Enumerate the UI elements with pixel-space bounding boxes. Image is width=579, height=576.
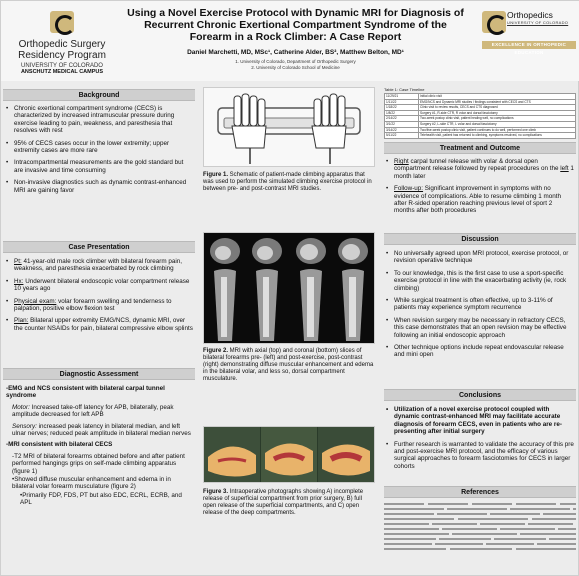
cu-logo-icon: [50, 11, 74, 33]
mri-line-2: •Showed diffuse muscular enhancement and edema in in bilateral volar forearm musculature (figure 2): [12, 476, 171, 491]
discussion-item: • While surgical treatment is often effective, up to 3-11% of patients may experience symptom recurrence: [386, 297, 574, 312]
mri-heading: -MRI consistent with bilateral CECS: [6, 441, 113, 449]
poster-authors: Daniel Marchetti, MD, MSc¹, Catherine Alder, BS², Matthew Belton, MD¹: [187, 49, 404, 56]
background-body: [6, 105, 194, 199]
discussion-item: • When revision surgery may be necessary in refractory CECS, this case demonstrates that an open revision may be effective following an initial endoscopic approach: [386, 317, 574, 339]
treatment-body: [386, 158, 574, 220]
timeline-event: Two-week postop clinic visit, patient healing well, no complications: [419, 116, 576, 122]
conclusions-body: [386, 406, 574, 475]
case-body: [6, 258, 194, 337]
conclusions-item: • Further research is warranted to validate the accuracy of this pre and post-exercise MRI protocol, and the efficacy of various surgical approaches to forearm fasciotomies for CECS in larger cohorts: [386, 441, 574, 471]
background-item: • 95% of CECS cases occur in the lower extremity; upper extremity cases are more rare: [6, 140, 194, 155]
treatment-item: • Right carpal tunnel release with volar & dorsal open compartment release followed by repeat procedures on the left 1 month later: [386, 158, 574, 180]
timeline-date: 5/11/22: [385, 133, 419, 139]
timeline-event: Initial clinic visit: [419, 94, 576, 100]
right-org-block: [507, 10, 568, 25]
timeline-date: 3/1/22: [385, 121, 419, 127]
background-heading: Background: [3, 89, 195, 101]
diagnostic-body: [6, 385, 194, 511]
timeline-event: Telehealth visit, patient has returned to climbing, symptoms resolved, no complications: [419, 133, 576, 139]
timeline-date: 1/11/22: [385, 99, 419, 105]
poster-header: [1, 1, 579, 81]
mri-line-1: -T2 MRI of bilateral forearms obtained before and after patient performed hangings grips on self-made climbing apparatus (figure 1): [12, 452, 185, 475]
background-item: • Intracompartmental measurements are the gold standard but are invasive and time consuming: [6, 159, 194, 174]
case-item: • Pt: 41-year-old male rock climber with bilateral forearm pain, weakness, and paresthesia exacerbated by rock climbing: [6, 258, 194, 273]
case-item: • Plan: Bilateral upper extremity EMG/NCS, dynamic MRI, over the counter NSAIDs for pain, bilateral compressive elbow splints: [6, 317, 194, 332]
timeline-date: 1/18/22: [385, 105, 419, 111]
discussion-item: • No universally agreed upon MRI protocol, exercise protocol, or revision operative technique: [386, 250, 574, 265]
timeline-date: 3/14/22: [385, 127, 419, 133]
intraoperative-photos-illustration: [204, 427, 374, 482]
timeline-table: [384, 87, 576, 139]
climbing-apparatus-illustration: [204, 88, 374, 166]
right-banner: EXCELLENCE IN ORTHOPEDIC EDUCATION: [482, 41, 576, 49]
affiliation-2: 2. University of Colorado School of Medicine: [251, 65, 340, 70]
right-org-sub: UNIVERSITY OF COLORADO: [507, 20, 569, 25]
figure-3-caption: Figure 3. Intraoperative photographs showing A) incomplete release of superficial compartment from prior surgery, B) full open release of the superficial compartments, and C) open release of the deep compartments.: [203, 489, 364, 516]
affiliation-1: 1. University of Colorado, Department of Orthopedic Surgery: [235, 59, 356, 64]
timeline-event: EMG/NCS and Dynamic MRI studies / findings consistent with CECS and CTS: [419, 99, 576, 105]
timeline-date: 1/8/22: [385, 110, 419, 116]
left-org-line3: UNIVERSITY OF COLORADO: [21, 63, 103, 69]
cu-logo-icon-right: [482, 11, 506, 33]
timeline-date: 11/29/21: [385, 94, 419, 100]
timeline-row: [385, 133, 576, 139]
discussion-item: • Other technique options include repeat endovascular release and mini open: [386, 344, 574, 359]
left-org-line1: Orthopedic Surgery: [18, 39, 106, 50]
right-org-name: Orthopedics: [507, 10, 553, 20]
poster-affiliations: [123, 59, 468, 71]
timeline-date: 2/14/22: [385, 116, 419, 122]
discussion-item: • To our knowledge, this is the first case to use a sport-specific exercise protocol in line with the exacerbating activity (ie, rock climbing): [386, 270, 574, 292]
background-item: • Non-invasive diagnostics such as dynamic contrast-enhanced MRI are gaining favor: [6, 179, 194, 194]
mri-scans-illustration: [204, 233, 374, 343]
case-item: • Physical exam: volar forearm swelling and tenderness to palpation, positive elbow flexion test: [6, 298, 194, 313]
figure-1-caption: Figure 1. Schematic of patient-made climbing apparatus that was used to perform the simulated climbing exercise protocol in between pre- and post-contrast MRI studies.: [203, 172, 372, 192]
emg-sensory: Sensory: increased peak latency in bilateral median, and left ulnar nerves; reduced peak amplitude in bilateral median nerves: [12, 422, 191, 438]
treatment-heading: Treatment and Outcome: [384, 142, 576, 154]
emg-motor: Motor: Increased take-off latency for APB, bilaterally, peak amplitude decreased for left APB: [12, 403, 174, 419]
timeline-event: Two/five-week postop clinic visit, patient continues to do well, performed one climb: [419, 127, 576, 133]
conclusions-item: • Utilization of a novel exercise protocol coupled with dynamic contrast-enhanced MRI may facilitate accurate diagnosis of forearm CECS, even in patients who are re-presenting after initial surgery: [386, 406, 574, 436]
left-org-line4: ANSCHUTZ MEDICAL CAMPUS: [20, 69, 104, 75]
discussion-heading: Discussion: [384, 233, 576, 245]
timeline-event: Surgery #2, L-side CTR, L volar and dorsal fasciotomy: [419, 121, 576, 127]
discussion-body: [386, 250, 574, 364]
timeline-event: Surgery #1, R-side CTR, R volar and dorsal fasciotomy: [419, 110, 576, 116]
diagnostic-heading: Diagnostic Assessment: [3, 368, 195, 380]
case-heading: Case Presentation: [3, 241, 195, 253]
conclusions-heading: Conclusions: [384, 389, 576, 401]
figure-1-image: [203, 87, 375, 167]
treatment-item: • Follow-up: Significant improvement in symptoms with no evidence of complications. Able to resume climbing 1 month after R-sided operation reaching previous level of sport 2 months after both procedures: [386, 185, 574, 215]
timeline-grid: [384, 93, 576, 139]
left-org-line2: Residency Program: [18, 50, 106, 61]
mri-line-3: •Primarily FDP, FDS, PT but also EDC, ECRL, ECRB, and APL: [20, 491, 182, 507]
references-heading: References: [384, 486, 576, 498]
figure-2-caption: Figure 2. MRI with axial (top) and coronal (bottom) slices of bilateral forearms pre- (left) and post-exercise, post-contrast (right) demonstrating diffuse muscular enhancement and edema in the bilateral volar, and less so, dorsal compartment musculature.: [203, 348, 374, 382]
left-org-block: [3, 39, 121, 75]
emg-heading: -EMG and NCS consistent with bilateral carpal tunnel syndrome: [6, 385, 165, 400]
case-item: • Hx: Underwent bilateral endoscopic volar compartment release 10 years ago: [6, 278, 194, 293]
poster-title: Using a Novel Exercise Protocol with Dynamic MRI for Diagnosis of Recurrent Chronic Exertional Compartment Syndrome of the Forearm in a Rock Climber: A Case Report: [127, 7, 464, 43]
references-list: [384, 500, 576, 553]
figure-2-image: [203, 232, 375, 344]
timeline-event: Clinic visit to review results, CECS and CTS diagnosed: [419, 105, 576, 111]
timeline-caption: Table 1: Case Timeline: [384, 87, 425, 92]
background-item: • Chronic exertional compartment syndrome (CECS) is characterized by increased intramuscular pressure during exercise leading to pain, weakness, and paresthesia that resolves with rest: [6, 105, 194, 135]
figure-3-image: [203, 426, 375, 483]
